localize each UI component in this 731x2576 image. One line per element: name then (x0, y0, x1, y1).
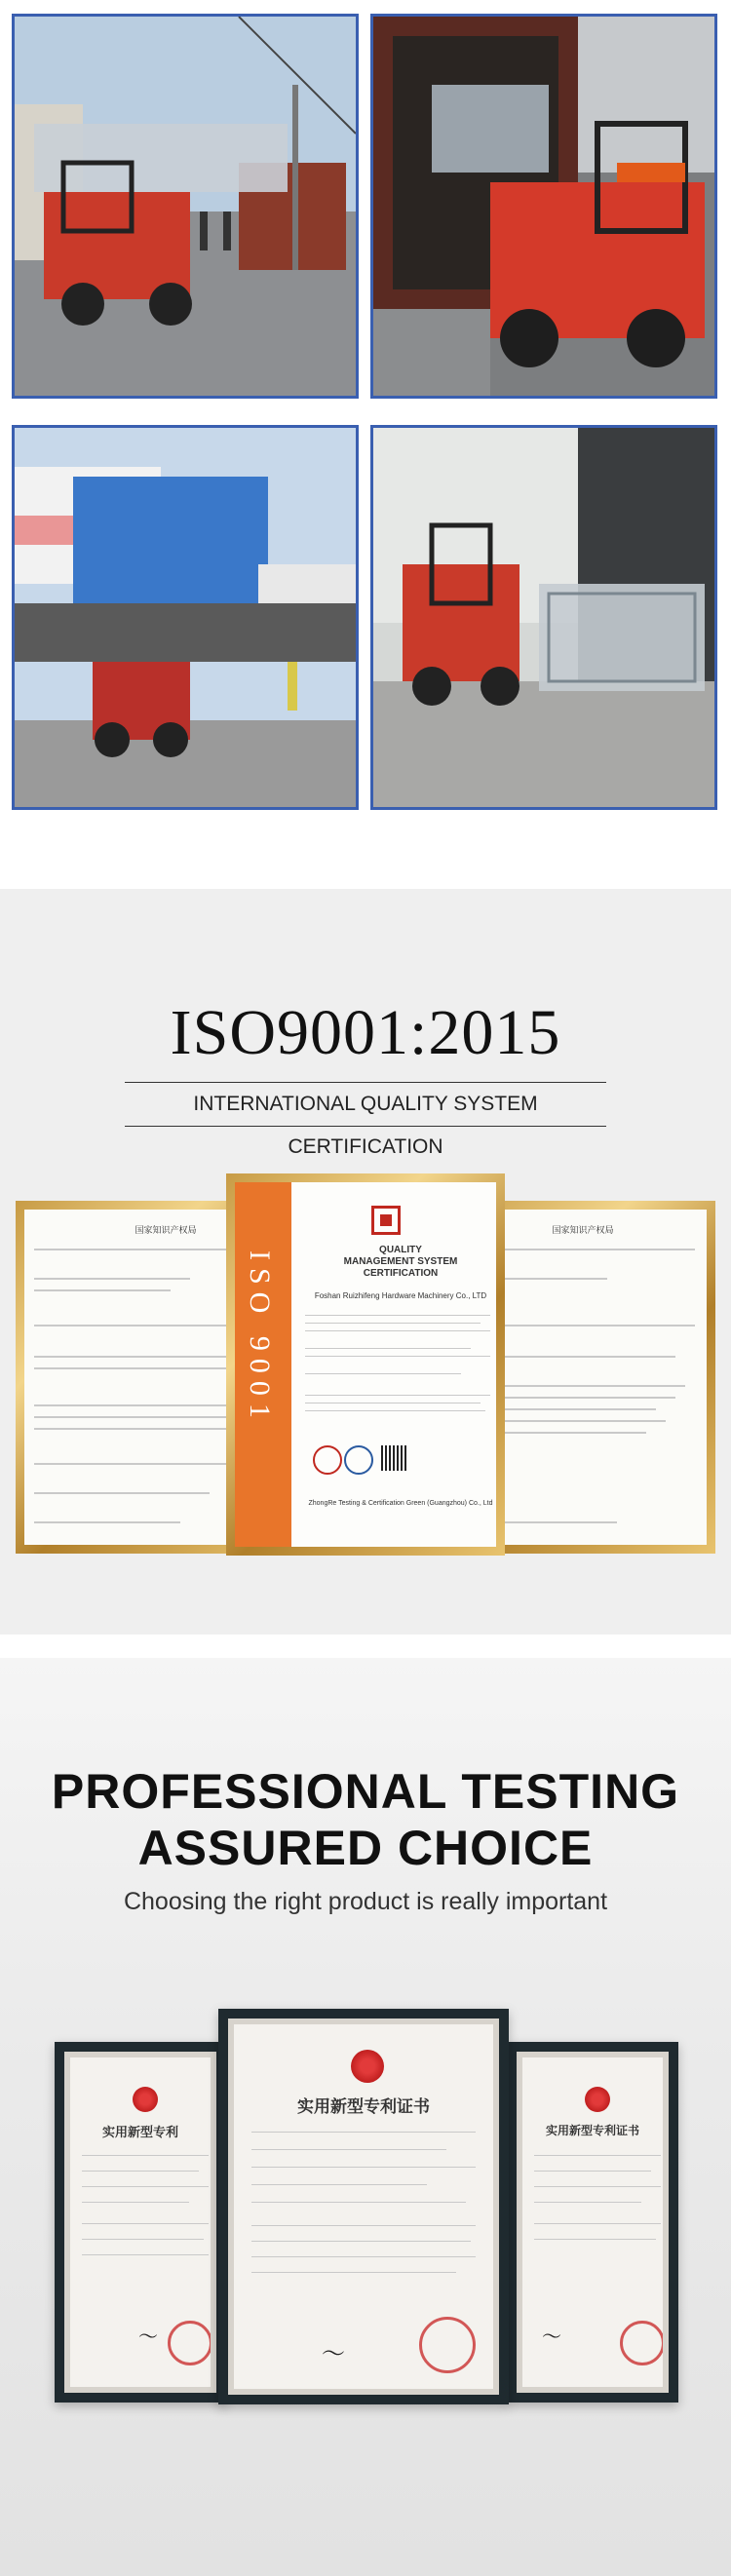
certificate-heading-3: CERTIFICATION (363, 1268, 439, 1279)
patent-signature-center: 〜 (322, 2340, 345, 2367)
iso-title: ISO9001:2015 (170, 997, 561, 1068)
patent-certificate-center (218, 2009, 509, 2404)
testing-title-line-1: PROFESSIONAL TESTING (51, 1764, 680, 1819)
certificate-heading-1: QUALITY (379, 1245, 422, 1255)
iso-subtitle: INTERNATIONAL QUALITY SYSTEM CERTIFICATION (125, 1082, 606, 1127)
certificate-seal-icon-2 (344, 1445, 373, 1475)
patent-seal-right-icon (620, 2321, 665, 2365)
iso-certification-section (0, 889, 731, 1634)
certificate-seal-icon (313, 1445, 342, 1475)
certificate-company: Foshan Ruizhifeng Hardware Machinery Co., LTD (314, 1291, 487, 1300)
certificate-orange-band (235, 1182, 291, 1547)
patent-certificate-left (55, 2042, 226, 2403)
certificate-iso9001 (226, 1173, 505, 1556)
patent-emblem-icon-center (351, 2050, 384, 2083)
loading-photos-grid (0, 0, 731, 838)
testing-subtitle: Choosing the right product is really important (123, 1888, 608, 1915)
photo-forklift-loading-1 (12, 14, 359, 399)
patent-signature-left: 〜 (138, 2325, 158, 2348)
certificate-issuer: ZhongRe Testing & Certification Green (Guangzhou) Co., Ltd (308, 1500, 493, 1507)
patent-emblem-icon (133, 2087, 158, 2112)
patent-title-center: 实用新型专利证书 (297, 2097, 430, 2117)
certificate-heading-2: MANAGEMENT SYSTEM (343, 1256, 458, 1267)
certificate-left-header: 国家知识产权局 (135, 1225, 197, 1235)
certificate-band-text: ISO 9001 (244, 1250, 276, 1426)
patent-signature-right: 〜 (542, 2325, 561, 2348)
zftc-logo-icon (371, 1206, 401, 1235)
testing-title-line-2: ASSURED CHOICE (137, 1821, 594, 1875)
patent-emblem-icon-right (585, 2087, 610, 2112)
qr-code-icon (381, 1445, 406, 1471)
patent-seal-left-icon (168, 2321, 212, 2365)
patent-seal-center-icon (419, 2317, 476, 2373)
patent-certificate-right (507, 2042, 678, 2403)
testing-title (0, 1763, 731, 1876)
photo-forklift-loading-3 (12, 425, 359, 810)
patent-title-right: 实用新型专利证书 (545, 2124, 639, 2137)
patent-title-left: 实用新型专利 (101, 2126, 178, 2140)
certificate-right-header: 国家知识产权局 (552, 1225, 614, 1235)
professional-testing-section (0, 1658, 731, 2576)
photo-forklift-loading-2 (370, 14, 717, 399)
photo-forklift-loading-4 (370, 425, 717, 810)
